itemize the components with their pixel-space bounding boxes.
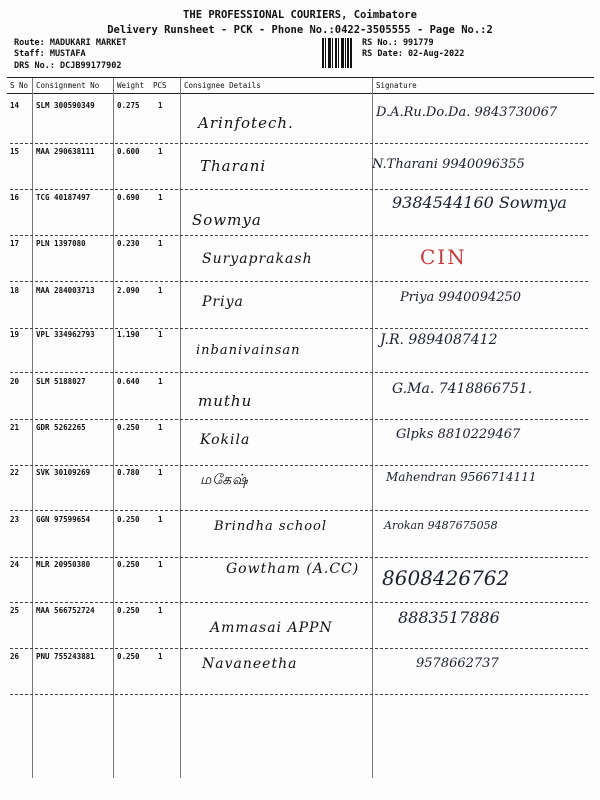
row-consignment-no: GDR 5262265	[36, 423, 86, 432]
row-consignment-no: MLR 20950380	[36, 560, 91, 569]
row-signature: Glpks 8810229467	[396, 427, 521, 442]
row-pcs: 1	[158, 606, 163, 615]
row-weight: 2.090	[117, 286, 140, 295]
row-consignee-handwritten: Navaneetha	[202, 656, 298, 672]
row-pcs: 1	[158, 423, 163, 432]
table-top-border	[7, 77, 594, 78]
row-consignment-no: GGN 97599654	[36, 515, 91, 524]
row-sno: 26	[10, 652, 20, 661]
row-signature: 8608426762	[382, 566, 510, 590]
row-signature: CIN	[420, 245, 467, 269]
table-row	[0, 145, 600, 191]
col-header-signature: Signature	[376, 81, 417, 90]
row-consignee-handwritten: மகேஷ்	[200, 472, 249, 488]
route-label: Route: MADUKARI MARKET	[14, 38, 127, 48]
row-weight: 1.190	[117, 330, 140, 339]
row-consignee-handwritten: Tharani	[200, 157, 267, 175]
row-weight: 0.250	[117, 606, 140, 615]
row-weight: 0.275	[117, 101, 140, 110]
row-consignee-handwritten: Kokila	[200, 432, 251, 448]
row-sno: 22	[10, 468, 20, 477]
company-title: THE PROFESSIONAL COURIERS, Coimbatore	[183, 9, 417, 21]
table-row	[0, 99, 600, 145]
rs-number: RS No.: 991779	[362, 38, 434, 48]
table-row	[0, 191, 600, 237]
row-sno: 18	[10, 286, 20, 295]
col-header-consignee: Consignee Details	[184, 81, 261, 90]
row-signature: 8883517886	[398, 608, 500, 627]
row-consignment-no: SLM 5188027	[36, 377, 86, 386]
row-consignment-no: PNU 755243881	[36, 652, 95, 661]
row-pcs: 1	[158, 560, 163, 569]
row-signature: Priya 9940094250	[400, 290, 522, 305]
row-consignment-no: PLN 1397080	[36, 239, 86, 248]
row-weight: 0.250	[117, 515, 140, 524]
row-consignee-handwritten: Gowtham (A.CC)	[226, 561, 360, 577]
row-weight: 0.250	[117, 560, 140, 569]
row-pcs: 1	[158, 286, 163, 295]
row-separator	[10, 602, 588, 603]
row-sno: 19	[10, 330, 20, 339]
row-weight: 0.690	[117, 193, 140, 202]
row-sno: 25	[10, 606, 20, 615]
table-row	[0, 604, 600, 650]
row-consignment-no: MAA 284003713	[36, 286, 95, 295]
row-sno: 16	[10, 193, 20, 202]
row-consignment-no: VPL 334962793	[36, 330, 95, 339]
row-pcs: 1	[158, 101, 163, 110]
row-sno: 20	[10, 377, 20, 386]
row-separator	[10, 235, 588, 236]
row-separator	[10, 189, 588, 190]
row-pcs: 1	[158, 330, 163, 339]
barcode-icon	[322, 38, 352, 68]
row-pcs: 1	[158, 239, 163, 248]
row-signature: D.A.Ru.Do.Da. 9843730067	[376, 105, 558, 120]
table-row	[0, 375, 600, 421]
staff-label: Staff: MUSTAFA	[14, 49, 86, 59]
row-consignee-handwritten: Ammasai APPN	[210, 620, 333, 636]
row-pcs: 1	[158, 193, 163, 202]
row-separator	[10, 281, 588, 282]
col-header-weight: Weight	[117, 81, 145, 90]
table-row	[0, 650, 600, 696]
rs-date: RS Date: 02-Aug-2022	[362, 49, 465, 59]
col-header-pcs: PCS	[153, 81, 167, 90]
row-consignment-no: SLM 300590349	[36, 101, 95, 110]
row-consignment-no: MAA 290638111	[36, 147, 95, 156]
row-weight: 0.640	[117, 377, 140, 386]
row-weight: 0.230	[117, 239, 140, 248]
table-row	[0, 284, 600, 330]
row-sno: 21	[10, 423, 20, 432]
row-separator	[10, 694, 588, 695]
header-bottom-border	[7, 93, 594, 94]
runsheet-title: Delivery Runsheet - PCK - Phone No.:0422-3505555 - Page No.:2	[107, 24, 493, 36]
row-separator	[10, 143, 588, 144]
row-consignee-handwritten: Suryaprakash	[202, 251, 313, 267]
row-sno: 14	[10, 101, 20, 110]
row-separator	[10, 510, 588, 511]
row-pcs: 1	[158, 377, 163, 386]
row-signature: 9384544160 Sowmya	[392, 193, 567, 212]
table-row	[0, 558, 600, 604]
row-weight: 0.780	[117, 468, 140, 477]
row-pcs: 1	[158, 147, 163, 156]
row-sno: 24	[10, 560, 20, 569]
row-signature: J.R. 9894087412	[380, 332, 498, 348]
row-consignee-handwritten: Brindha school	[214, 519, 328, 534]
row-consignment-no: TCG 40187497	[36, 193, 91, 202]
row-sno: 15	[10, 147, 20, 156]
row-signature: G.Ma. 7418866751.	[392, 381, 533, 397]
col-header-consignment: Consignment No	[36, 81, 100, 90]
table-row	[0, 328, 600, 374]
row-pcs: 1	[158, 515, 163, 524]
row-consignee-handwritten: muthu	[198, 392, 253, 410]
col-header-sno: S No	[10, 81, 29, 90]
row-weight: 0.250	[117, 423, 140, 432]
table-row	[0, 513, 600, 559]
row-signature: Arokan 9487675058	[384, 519, 498, 532]
row-consignee-handwritten: Sowmya	[192, 211, 262, 229]
row-consignment-no: MAA 566752724	[36, 606, 95, 615]
row-pcs: 1	[158, 468, 163, 477]
table-row	[0, 421, 600, 467]
row-separator	[10, 372, 588, 373]
row-signature: N.Tharani 9940096355	[372, 157, 525, 172]
row-weight: 0.250	[117, 652, 140, 661]
row-separator	[10, 419, 588, 420]
row-sno: 17	[10, 239, 20, 248]
row-consignment-no: SVK 30109269	[36, 468, 91, 477]
table-row	[0, 237, 600, 283]
row-separator	[10, 648, 588, 649]
row-consignee-handwritten: Priya	[202, 294, 244, 310]
row-signature: 9578662737	[416, 656, 499, 671]
row-consignee-handwritten: Arinfotech.	[198, 114, 294, 132]
table-row	[0, 466, 600, 512]
drs-label: DRS No.: DCJB99177902	[14, 61, 122, 71]
row-consignee-handwritten: inbanivainsan	[196, 343, 301, 358]
row-signature: Mahendran 9566714111	[386, 470, 537, 484]
row-sno: 23	[10, 515, 20, 524]
row-pcs: 1	[158, 652, 163, 661]
row-weight: 0.600	[117, 147, 140, 156]
